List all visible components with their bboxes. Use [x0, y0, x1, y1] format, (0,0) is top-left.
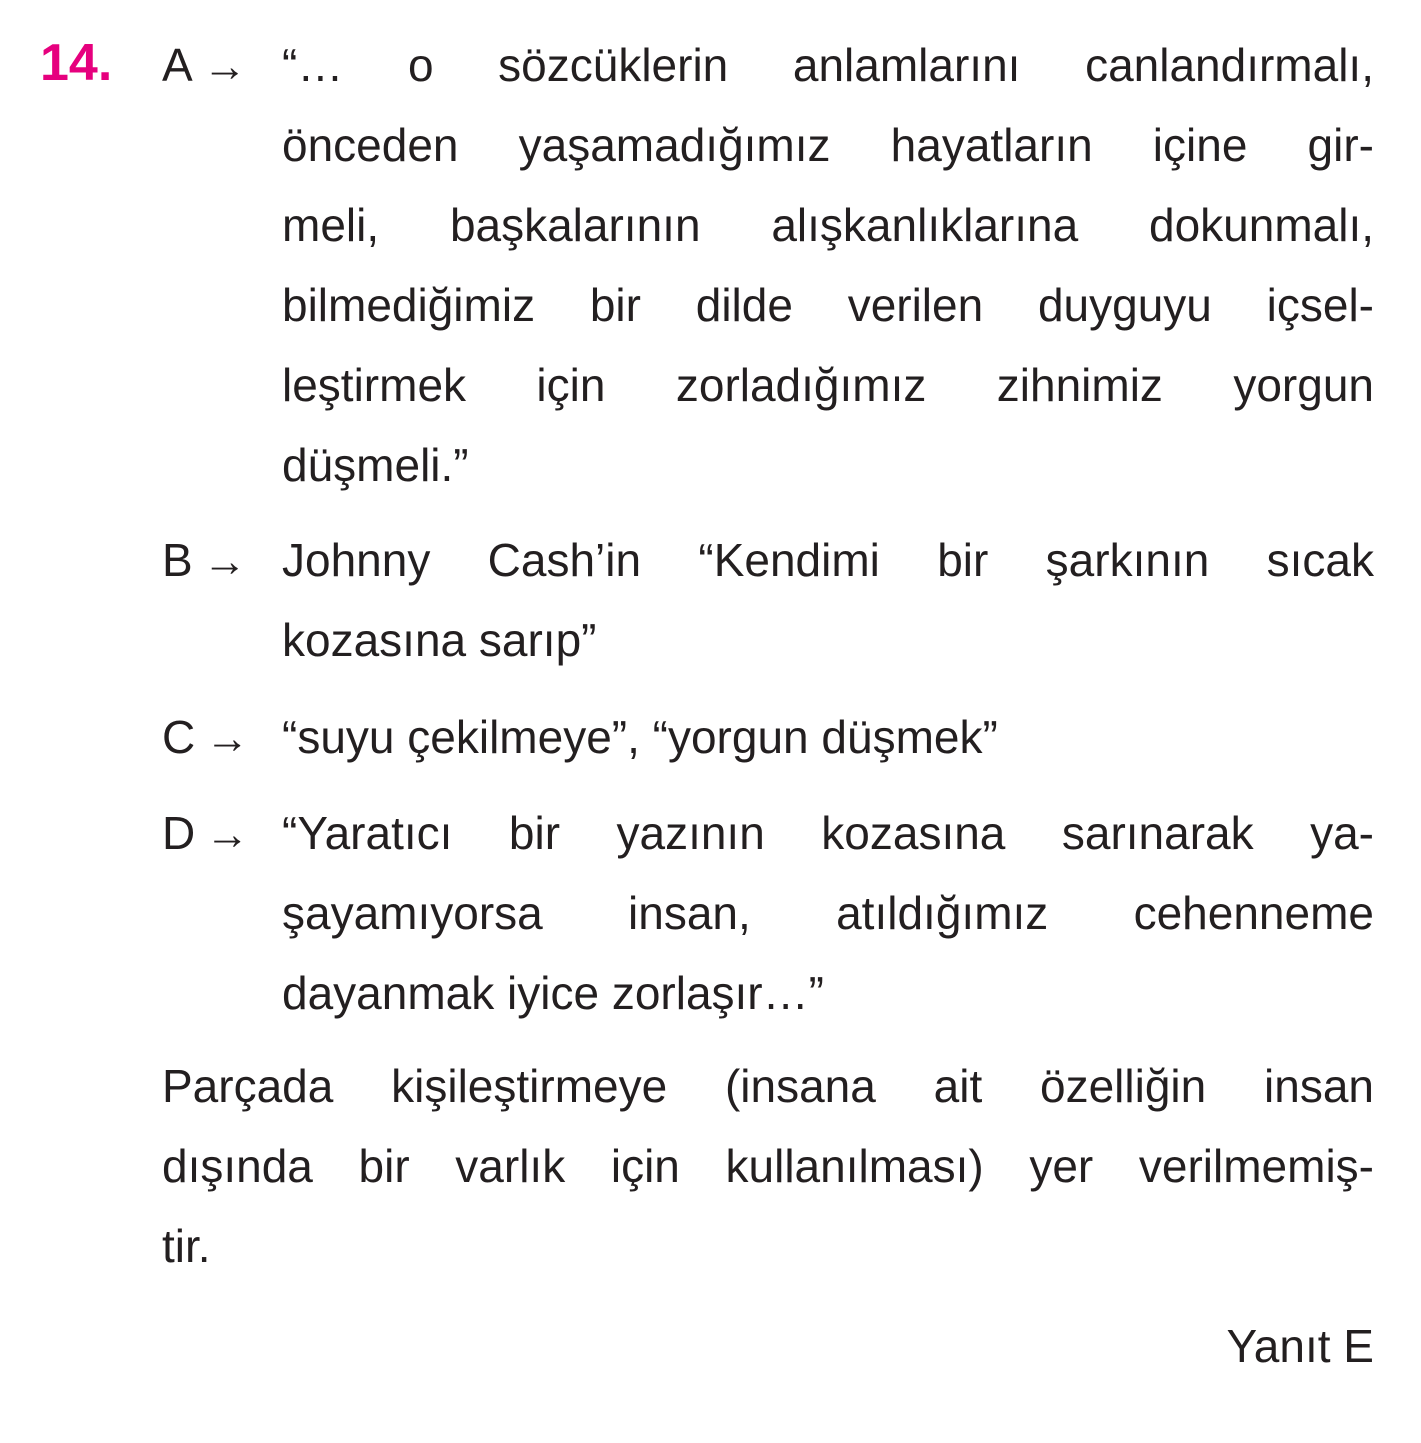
question-number: 14.	[40, 34, 113, 92]
option-c-text	[282, 697, 1374, 777]
option-c-label-group	[162, 697, 249, 779]
text-line: leştirmek için zorladığımız zihnimiz yorgun	[282, 359, 1374, 411]
option-a-label: A	[162, 39, 193, 91]
text-line: bilmediğimiz bir dilde verilen duyguyu içsel-	[282, 279, 1374, 331]
conclusion-paragraph	[162, 1046, 1374, 1286]
text-line: şayamıyorsa insan, atıldığımız cehenneme	[282, 887, 1374, 939]
text-line: önceden yaşamadığımız hayatların içine gir-	[282, 119, 1374, 171]
text-line: “Yaratıcı bir yazının kozasına sarınarak ya-	[282, 807, 1374, 859]
text-line: Parçada kişileştirmeye (insana ait özelliğin insan	[162, 1060, 1374, 1112]
option-b-text	[282, 520, 1374, 680]
text-line: Johnny Cash’in “Kendimi bir şarkının sıcak	[282, 534, 1374, 586]
arrow-icon: →	[202, 537, 247, 586]
text-line: meli, başkalarının alışkanlıklarına dokunmalı,	[282, 199, 1374, 251]
answer-text: Yanıt E	[1226, 1320, 1374, 1372]
text-line: “suyu çekilmeye”, “yorgun düşmek”	[282, 711, 998, 763]
text-line: kozasına sarıp”	[282, 614, 597, 666]
text-line: dışında bir varlık için kullanılması) yer verilmemiş-	[162, 1140, 1374, 1192]
text-line: “… o sözcüklerin anlamlarını canlandırmalı,	[282, 39, 1374, 91]
option-d-label: D	[162, 807, 196, 859]
text-line: tir.	[162, 1220, 211, 1272]
option-a-label-group	[162, 25, 247, 107]
arrow-icon: →	[202, 42, 247, 91]
option-d-text	[282, 793, 1374, 1033]
text-line: dayanmak iyice zorlaşır…”	[282, 967, 824, 1019]
option-a-text	[282, 25, 1374, 505]
option-c-label: C	[162, 711, 196, 763]
arrow-icon: →	[205, 714, 250, 763]
option-b-label-group	[162, 520, 247, 602]
option-b-label: B	[162, 534, 193, 586]
text-line: düşmeli.”	[282, 439, 469, 491]
arrow-icon: →	[205, 810, 250, 859]
option-d-label-group	[162, 793, 249, 875]
